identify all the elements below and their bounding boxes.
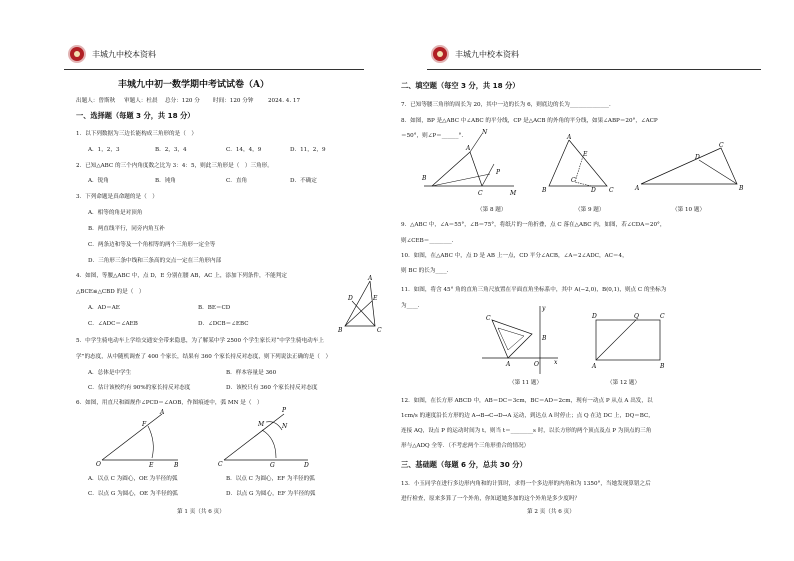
q11-line1: 11．如图，将含 45° 角的直角三角尺放置在平面直角坐标系中，其中 A(−2,0)，B(0,1)，则点 C 的坐标为 <box>401 287 667 293</box>
q1-opt-d: D．11，2，9 <box>290 147 326 153</box>
svg-text:A: A <box>506 361 511 368</box>
svg-text:A: A <box>635 185 640 192</box>
q9-line1: 9．△ABC 中，∠A＝55°，∠B＝75°，将纸片的一角折叠，点 C 落在△ABC 内，如图，若∠CDA＝20°， <box>401 222 666 228</box>
svg-text:B: B <box>542 335 547 342</box>
meta-time: 时间：120 分钟 <box>213 98 254 104</box>
q12-line2: 1cm/s 的速度沿长方形的边 A→B→C→D→A 运动，到达点 A 时停止；点 Q 在边 DC 上，DQ＝BC， <box>401 413 654 419</box>
q6-opt-c: C．以点 G 为圆心，OE 为半径的弧 <box>88 491 178 497</box>
q3: 3．下列命题是真命题的是（ ） <box>76 194 158 200</box>
q12-line3: 连接 AQ，设点 P 的运动时间为 t，则当 t＝________s 时，以长方形的两个顶点及点 P 为顶点的三角 <box>401 428 652 434</box>
svg-text:A: A <box>567 134 572 141</box>
q9-line2: 则∠CEB＝________. <box>401 238 454 244</box>
q4-opt-b: B．BE＝CD <box>198 305 231 311</box>
svg-text:F: F <box>142 421 147 428</box>
caption-q11: （第 11 题） <box>509 380 543 386</box>
meta-reviewer: 审题人：杜晨 <box>124 98 158 104</box>
q10-line1: 10．如图，在△ABC 中，点 D 是 AB 上一点，CD 平分∠ACB，∠A＝2∠ADC，AC＝4， <box>401 253 628 259</box>
svg-text:A: A <box>368 275 373 282</box>
school-name: 丰城九中校本资料 <box>92 50 156 59</box>
svg-text:N: N <box>482 129 488 136</box>
caption-q12: （第 12 题） <box>607 380 641 386</box>
q4-line2: △BCE≌△CBD 的是（ ） <box>76 289 145 295</box>
section-basic: 三、基础题（每题 6 分，总共 30 分） <box>401 460 527 469</box>
caption-q9: （第 9 题） <box>575 207 605 213</box>
q3-opt-d: D．三角形三条中线和三条高的交点一定在三角形内部 <box>88 258 222 264</box>
svg-text:C: C <box>719 142 724 149</box>
svg-text:E: E <box>373 295 378 302</box>
page-footer-left: 第 1 页（共 6 页） <box>177 509 225 515</box>
q7: 7．已知等腰三角形的周长为 20，其中一边的长为 6，则底边的长为______________. <box>401 102 611 108</box>
q10-line2: 则 BC 的长为____. <box>401 268 449 274</box>
q2-opt-a: A．锐角 <box>88 178 109 184</box>
q1-opt-c: C．14，4，9 <box>226 147 262 153</box>
svg-text:B: B <box>542 187 547 194</box>
svg-text:A: A <box>592 363 597 370</box>
q2-opt-c: C．直角 <box>226 178 248 184</box>
q3-opt-a: A．相等的角是对顶角 <box>88 210 143 216</box>
page-header <box>64 40 364 70</box>
figure-q6-angle-pcd <box>220 408 320 468</box>
caption-q10: （第 10 题） <box>672 207 706 213</box>
q5-opt-d: D．该校只有 360 个家长持反对态度 <box>226 385 318 391</box>
q3-opt-c: C．两条边和等及一个角相等的两个三角形一定全等 <box>88 242 216 248</box>
section-choice: 一、选择题（每题 3 分，共 18 分） <box>76 111 195 120</box>
svg-text:D: D <box>592 313 597 320</box>
svg-text:C: C <box>571 177 576 184</box>
q3-opt-b: B．两直线平行，同旁内角互补 <box>88 226 165 232</box>
svg-text:P: P <box>496 169 501 176</box>
svg-text:D: D <box>695 154 700 161</box>
svg-text:A: A <box>466 145 471 152</box>
svg-text:B: B <box>338 327 343 334</box>
svg-text:x: x <box>554 359 558 366</box>
q6-opt-b: B．以点 C 为圆心，EF 为半径的弧 <box>226 476 315 482</box>
q4-opt-a: A．AD＝AE <box>88 305 120 311</box>
q1-opt-b: B．2，3，4 <box>155 147 187 153</box>
school-seal-icon <box>68 45 86 63</box>
school-seal-icon <box>431 45 449 63</box>
q2-opt-d: D．不确定 <box>290 178 317 184</box>
svg-text:D: D <box>591 187 596 194</box>
q11-line2: 为____. <box>401 303 420 309</box>
figure-q11 <box>482 306 562 376</box>
figure-q9 <box>542 134 620 198</box>
q12-line4: 形与△ADQ 全等．（不考虑两个三角形重合的情况） <box>401 443 530 449</box>
svg-text:E: E <box>583 151 588 158</box>
meta-setter: 出题人：曾斯秋 <box>76 98 116 104</box>
svg-text:N: N <box>282 423 288 430</box>
svg-text:C: C <box>218 461 223 468</box>
svg-text:D: D <box>348 295 353 302</box>
svg-text:B: B <box>422 175 427 182</box>
figure-q6-angle-aob <box>96 408 190 469</box>
section-fill: 二、填空题（每空 3 分，共 18 分） <box>401 81 520 90</box>
q5-line2: 学”的态度，从中随机调查了 400 个家长，结果有 360 个家长持反对态度，则下列说法正确的是（ ） <box>76 354 332 360</box>
q2: 2．已知△ABC 的三个内角度数之比为 3：4：5，则此三角形是（ ）三角形。 <box>76 163 273 169</box>
q6-opt-d: D．以点 G 为圆心，EF 为半径的弧 <box>226 491 316 497</box>
q4-opt-d: D．∠DCB＝∠EBC <box>198 321 249 327</box>
q5-opt-b: B．样本容量是 360 <box>226 370 277 376</box>
q13-line1: 13．小玉同学在进行多边形内角和的计算时，求得一个多边形的内角和为 1350°，当她发现算错之后 <box>401 481 651 487</box>
q4-line1: 4．如图，等腰△ABC 中，点 D，E 分别在腰 AB，AC 上，添加下列条件，不能判定 <box>76 273 287 279</box>
figure-q10 <box>637 138 747 200</box>
figure-q4 <box>340 276 380 336</box>
q6-opt-a: A．以点 C 为圆心，OE 为半径的弧 <box>88 476 178 482</box>
svg-text:B: B <box>660 363 665 370</box>
school-name: 丰城九中校本资料 <box>455 50 519 59</box>
q5-opt-a: A．总体是中学生 <box>88 370 132 376</box>
svg-text:P: P <box>282 407 287 414</box>
svg-text:Q: Q <box>634 313 639 320</box>
q12-line1: 12．如图，在长方形 ABCD 中，AB＝DC＝3cm，BC＝AD＝2cm，现有一动点 P 从点 A 出发，以 <box>401 398 653 404</box>
q8-line1: 8．如图，BP 是△ABC 中∠ABC 的平分线，CP 是△ACB 的外角的平分线，如果∠ABP＝20°，∠ACP <box>401 118 658 124</box>
svg-text:O: O <box>534 361 539 368</box>
q5-line1: 5．中学生骑电动车上学给交通安全带来隐患，为了解某中学 2500 个学生家长对“中学生骑电动车上 <box>76 338 324 344</box>
svg-text:y: y <box>542 305 546 312</box>
page-footer-right: 第 2 页（共 6 页） <box>527 509 575 515</box>
svg-text:B: B <box>174 462 179 469</box>
svg-text:C: C <box>377 327 382 334</box>
svg-text:E: E <box>149 462 154 469</box>
svg-text:C: C <box>478 190 483 197</box>
figure-q12 <box>592 312 672 372</box>
meta-date: 2024. 4. 17 <box>268 98 301 104</box>
q8-line2: ＝50°，则∠P＝______°. <box>401 133 464 139</box>
page-header <box>427 40 761 70</box>
meta-score: 总分：120 分 <box>165 98 200 104</box>
svg-text:M: M <box>258 421 265 428</box>
q1: 1．以下列数据为三边长能构成三角形的是（ ） <box>76 131 198 137</box>
svg-text:O: O <box>96 461 101 468</box>
q1-opt-a: A．1，2，3 <box>88 147 120 153</box>
svg-text:C: C <box>486 315 491 322</box>
caption-q8: （第 8 题） <box>477 207 507 213</box>
svg-text:G: G <box>270 462 275 469</box>
svg-text:A: A <box>160 409 165 416</box>
q4-opt-c: C．∠ADC＝∠AEB <box>88 321 138 327</box>
q2-opt-b: B．钝角 <box>155 178 176 184</box>
exam-title: 丰城九中初一数学期中考试试卷（A） <box>118 80 269 90</box>
svg-text:D: D <box>304 462 309 469</box>
page-right <box>397 0 794 561</box>
svg-text:M: M <box>510 190 517 197</box>
svg-text:C: C <box>660 313 665 320</box>
svg-text:C: C <box>609 187 614 194</box>
q13-line2: 进行检查，原来多算了一个外角，你知道她多加的这个外角是多少度吗？ <box>401 496 581 502</box>
q5-opt-c: C．估计该校约有 90%的家长持反对态度 <box>88 385 191 391</box>
q6: 6．如图，用直尺和圆规作∠PCD＝∠AOB，作图痕迹中，弧 MN 是（ ） <box>76 400 263 406</box>
svg-text:B: B <box>739 185 744 192</box>
